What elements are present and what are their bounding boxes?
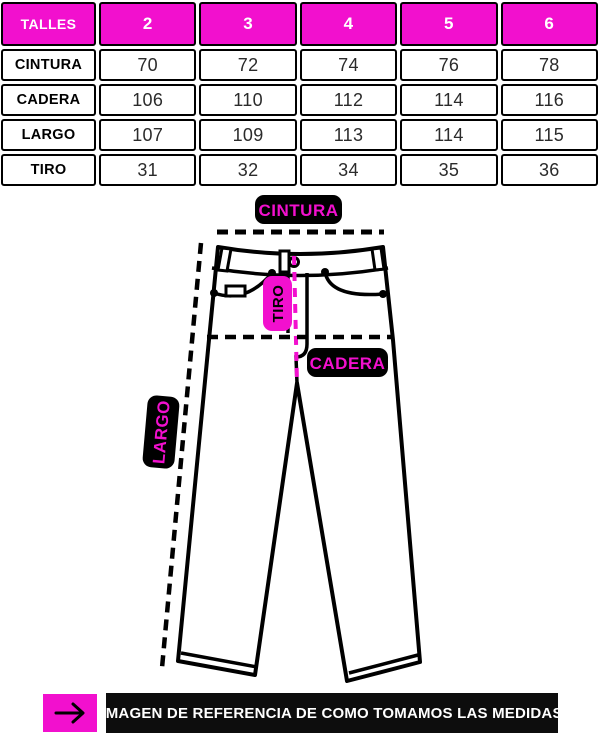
table-value: 70 <box>99 49 196 81</box>
size-column-header: 3 <box>199 2 296 46</box>
cintura-tag <box>255 195 342 224</box>
table-value: 31 <box>99 154 196 186</box>
belt-loop-right <box>372 248 384 270</box>
jeans-measure-diagram <box>0 190 600 690</box>
footer-caption-bar <box>101 693 563 733</box>
jeans-outline <box>178 247 420 681</box>
row-label-largo: LARGO <box>1 119 96 151</box>
size-column-header: 4 <box>300 2 397 46</box>
footer-arrow-box <box>43 694 97 732</box>
table-value: 72 <box>199 49 296 81</box>
size-column-header: 5 <box>400 2 497 46</box>
table-value: 110 <box>199 84 296 116</box>
cintura-tag-label: CINTURA <box>258 201 339 220</box>
table-value: 32 <box>199 154 296 186</box>
table-value: 35 <box>400 154 497 186</box>
size-table-corner-header: TALLES <box>1 2 96 46</box>
row-label-cintura: CINTURA <box>1 49 96 81</box>
table-value: 115 <box>501 119 598 151</box>
table-value: 113 <box>300 119 397 151</box>
size-table <box>1 2 598 186</box>
table-value: 109 <box>199 119 296 151</box>
rivet-dot <box>321 268 329 276</box>
table-value: 34 <box>300 154 397 186</box>
footer-caption: IMAGEN DE REFERENCIA DE COMO TOMAMOS LAS MEDIDAS <box>101 704 563 722</box>
table-value: 76 <box>400 49 497 81</box>
row-label-tiro: TIRO <box>1 154 96 186</box>
table-value: 78 <box>501 49 598 81</box>
table-value: 36 <box>501 154 598 186</box>
rivet-dot <box>379 290 387 298</box>
tiro-tag-label: TIRO <box>270 284 287 323</box>
largo-tag-label: LARGO <box>149 399 174 465</box>
cadera-tag <box>307 348 388 377</box>
tiro-tag <box>263 276 292 331</box>
table-value: 74 <box>300 49 397 81</box>
largo-tag <box>142 395 180 470</box>
table-value: 106 <box>99 84 196 116</box>
table-value: 114 <box>400 84 497 116</box>
table-value: 107 <box>99 119 196 151</box>
cadera-tag-label: CADERA <box>309 354 386 373</box>
rivet-dot <box>210 289 218 297</box>
table-value: 112 <box>300 84 397 116</box>
belt-loop-left <box>218 248 231 271</box>
right-arrow-icon <box>52 700 88 726</box>
row-label-cadera: CADERA <box>1 84 96 116</box>
table-value: 116 <box>501 84 598 116</box>
belt-loop-center <box>280 251 289 272</box>
rivet-dot <box>268 269 276 277</box>
size-column-header: 6 <box>501 2 598 46</box>
coin-pocket <box>226 286 245 296</box>
size-column-header: 2 <box>99 2 196 46</box>
table-value: 114 <box>400 119 497 151</box>
